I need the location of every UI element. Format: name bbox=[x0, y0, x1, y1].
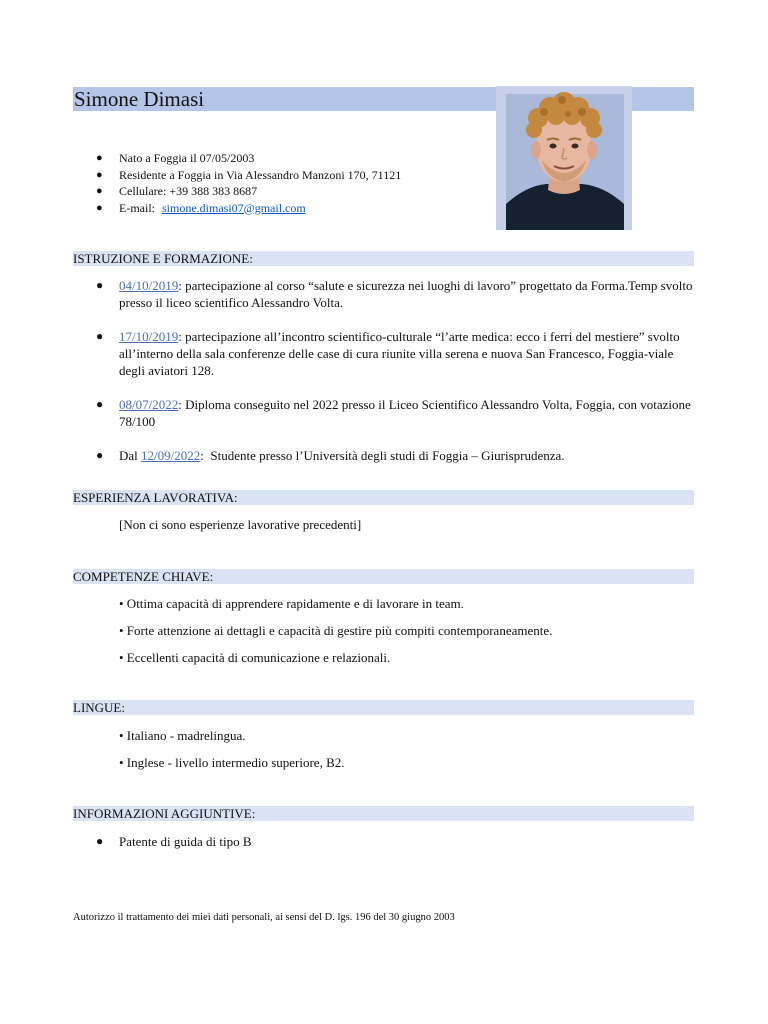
list-item bbox=[96, 200, 401, 217]
privacy-consent: Autorizzo il trattamento dei miei dati personali, ai sensi del D. lgs. 196 del 30 giugno 2003 bbox=[73, 912, 455, 923]
list-item bbox=[96, 167, 401, 184]
residence-info: Residente a Foggia in Via Alessandro Manzoni 170, 71121 bbox=[119, 167, 402, 182]
bullet-icon: ● bbox=[96, 397, 104, 411]
bullet-icon: ● bbox=[96, 152, 103, 164]
birth-info: Nato a Foggia il 07/05/2003 bbox=[119, 151, 255, 165]
date-link[interactable]: 17/10/2019 bbox=[119, 329, 179, 344]
bullet-icon: ● bbox=[96, 278, 104, 292]
section-title: ESPERIENZA LAVORATIVA: bbox=[73, 490, 238, 505]
full-name: Simone Dimasi bbox=[74, 87, 205, 111]
education-description: : partecipazione al corso “salute e sicurezza nei luoghi di lavoro” progettato da Forma.Temp svolto presso il liceo scientifico Alessandro Volta. bbox=[119, 278, 693, 310]
email-label: E-mail: bbox=[119, 200, 155, 215]
bullet-icon: ● bbox=[96, 448, 104, 462]
skill-item: • Forte attenzione ai dettagli e capacità di gestire più compiti contemporaneamente. bbox=[119, 623, 553, 638]
list-item bbox=[96, 150, 401, 167]
profile-photo bbox=[496, 86, 632, 230]
section-header-skills bbox=[73, 569, 694, 584]
bullet-icon: ● bbox=[96, 168, 103, 181]
education-text bbox=[119, 396, 697, 430]
date-link[interactable]: 12/09/2022 bbox=[141, 448, 201, 463]
section-title: COMPETENZE CHIAVE: bbox=[73, 569, 214, 584]
additional-text: Patente di guida di tipo B bbox=[119, 834, 252, 849]
section-title: ISTRUZIONE E FORMAZIONE: bbox=[73, 251, 253, 266]
education-description: : partecipazione all’incontro scientifico-culturale “l’arte medica: ecco i ferri del mestiere” svolto all’interno della sala conferenze delle case di cura riunite villa serena e nuova San Francesco, Foggia-viale degli aviatori 128. bbox=[119, 329, 680, 378]
language-item: • Italiano - madrelingua. bbox=[119, 728, 246, 743]
education-description: : Diploma conseguito nel 2022 presso il Liceo Scientifico Alessandro Volta, Foggia, con votazione 78/100 bbox=[119, 397, 691, 429]
email-link[interactable]: simone.dimasi07@gmail.com bbox=[162, 200, 306, 215]
bullet-icon: ● bbox=[96, 201, 103, 214]
education-prefix: Dal bbox=[119, 448, 142, 463]
education-text bbox=[119, 328, 697, 379]
section-title: INFORMAZIONI AGGIUNTIVE: bbox=[73, 806, 256, 821]
section-header-languages bbox=[73, 700, 694, 715]
date-link[interactable]: 04/10/2019 bbox=[119, 278, 179, 293]
section-header-additional bbox=[73, 806, 694, 821]
section-header-experience bbox=[73, 490, 694, 505]
phone-info: Cellulare: +39 388 383 8687 bbox=[119, 184, 258, 198]
education-text bbox=[119, 447, 697, 464]
bullet-icon: ● bbox=[96, 834, 104, 848]
personal-info-list bbox=[96, 150, 401, 216]
education-description: : Studente presso l’Università degli studi di Foggia – Giurisprudenza. bbox=[200, 448, 565, 463]
skill-item: • Ottima capacità di apprendere rapidamente e di lavorare in team. bbox=[119, 596, 464, 611]
education-text bbox=[119, 277, 697, 311]
section-header-education bbox=[73, 251, 694, 266]
language-item: • Inglese - livello intermedio superiore, B2. bbox=[119, 755, 345, 770]
list-item bbox=[96, 183, 401, 200]
skill-item: • Eccellenti capacità di comunicazione e relazionali. bbox=[119, 650, 391, 665]
date-link[interactable]: 08/07/2022 bbox=[119, 397, 179, 412]
section-title: LINGUE: bbox=[73, 700, 125, 715]
bullet-icon: ● bbox=[96, 329, 104, 343]
bullet-icon: ● bbox=[96, 185, 103, 197]
experience-text: [Non ci sono esperienze lavorative precedenti] bbox=[119, 517, 362, 532]
